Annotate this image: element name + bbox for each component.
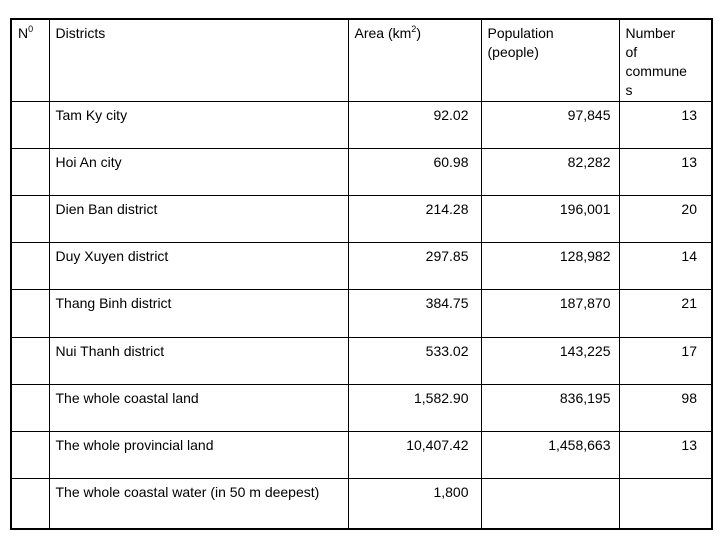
header-communes-line1: Number [625,25,676,41]
district-cell: Nui Thanh district [49,337,348,384]
area-cell: 384.75 [348,290,481,337]
header-area [348,19,481,101]
communes-cell: 13 [619,101,712,148]
communes-cell: 20 [619,195,712,242]
header-population [481,19,619,101]
area-cell: 214.28 [348,195,481,242]
header-no [11,19,49,101]
population-cell: 196,001 [481,195,619,242]
population-cell: 187,870 [481,290,619,337]
table-row [11,479,712,529]
population-cell: 143,225 [481,337,619,384]
communes-cell [619,479,712,529]
row-number-cell [11,195,49,242]
row-number-cell [11,101,49,148]
header-no-superscript: 0 [28,24,34,34]
header-row [11,19,712,101]
area-cell: 60.98 [348,148,481,195]
table-row [11,243,712,290]
population-cell [481,479,619,529]
district-cell: Duy Xuyen district [49,243,348,290]
table-row [11,290,712,337]
header-area-superscript: 2 [411,24,417,34]
header-communes-line2: of [625,44,638,60]
row-number-cell [11,384,49,431]
districts-table [10,18,713,530]
row-number-cell [11,243,49,290]
header-population-line2: (people) [487,44,539,60]
district-cell: The whole coastal land [49,384,348,431]
area-cell: 92.02 [348,101,481,148]
table-row [11,148,712,195]
header-communes-line3: commune [625,63,687,79]
communes-cell: 21 [619,290,712,337]
header-districts: Districts [49,19,348,101]
row-number-cell [11,337,49,384]
district-cell: Thang Binh district [49,290,348,337]
area-cell: 1,582.90 [348,384,481,431]
area-cell: 297.85 [348,243,481,290]
area-cell: 1,800 [348,479,481,529]
population-cell: 97,845 [481,101,619,148]
row-number-cell [11,479,49,529]
communes-cell: 17 [619,337,712,384]
row-number-cell [11,148,49,195]
row-number-cell [11,290,49,337]
population-cell: 128,982 [481,243,619,290]
header-no-label: N [18,25,29,41]
district-cell: Hoi An city [49,148,348,195]
header-population-line1: Population [487,25,554,41]
area-cell: 533.02 [348,337,481,384]
communes-cell: 13 [619,148,712,195]
header-area-close: ) [416,25,421,41]
district-cell: Dien Ban district [49,195,348,242]
district-cell: The whole provincial land [49,432,348,479]
district-cell: Tam Ky city [49,101,348,148]
header-communes-line4: s [625,82,633,98]
area-cell: 10,407.42 [348,432,481,479]
table-row [11,101,712,148]
header-communes [619,19,712,101]
table-row [11,195,712,242]
table-row [11,337,712,384]
population-cell: 82,282 [481,148,619,195]
table-row [11,432,712,479]
population-cell: 1,458,663 [481,432,619,479]
population-cell: 836,195 [481,384,619,431]
communes-cell: 98 [619,384,712,431]
header-area-label: Area (km [354,25,412,41]
communes-cell: 14 [619,243,712,290]
communes-cell: 13 [619,432,712,479]
table-row [11,384,712,431]
district-cell: The whole coastal water (in 50 m deepest) [49,479,348,529]
row-number-cell [11,432,49,479]
